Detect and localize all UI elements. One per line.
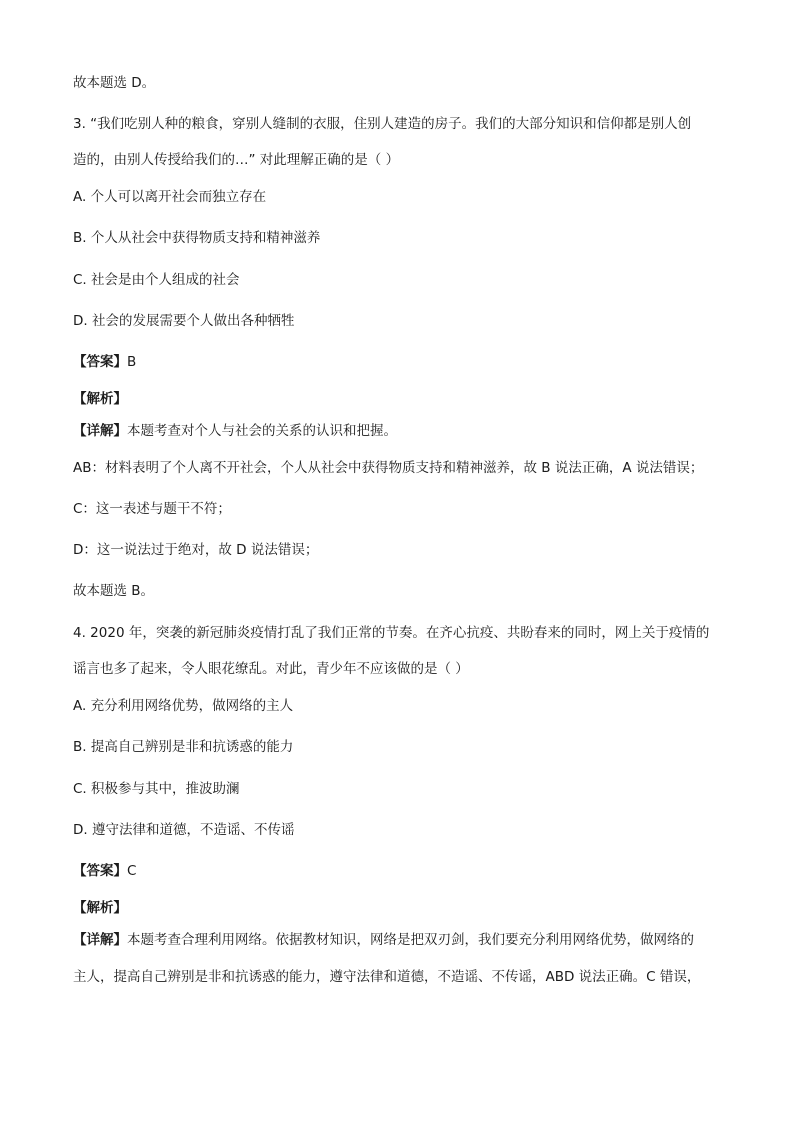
detail-tag: 【详解】 [73,423,127,439]
question-3-option-d: D. 社会的发展需要个人做出各种牺牲 [73,313,295,329]
question-3-option-b: B. 个人从社会中获得物质支持和精神滋养 [73,230,321,246]
question-4-option-a: A. 充分利用网络优势，做网络的主人 [73,698,294,714]
question-4-answer [73,862,136,880]
question-4-detail-line1 [73,931,694,949]
detail-tag: 【详解】 [73,932,127,948]
question-4-option-c: C. 积极参与其中，推波助澜 [73,781,240,797]
question-3-detail [73,422,397,440]
analysis-tag: 【解析】 [73,900,127,916]
question-4-option-b: B. 提高自己辨别是非和抗诱惑的能力 [73,739,294,755]
answer-value: B [127,354,137,370]
question-3-explain-ab: AB：材料表明了个人离不开社会，个人从社会中获得物质支持和精神滋养，故 B 说法正确，A 说法错误； [73,460,704,476]
detail-text: 本题考查对个人与社会的关系的认识和把握。 [127,423,397,439]
question-3-option-c: C. 社会是由个人组成的社会 [73,272,240,288]
question-3-analysis-heading [73,390,127,408]
answer-tag: 【答案】 [73,354,127,370]
question-4-stem-line2: 谣言也多了起来，令人眼花缭乱。对此，青少年不应该做的是（ ） [73,661,469,677]
question-4-analysis-heading [73,899,127,917]
question-3-stem-line2: 造的，由别人传授给我们的…” 对此理解正确的是（ ） [73,152,400,168]
question-3-explain-c: C：这一表述与题干不符； [73,501,231,517]
question-3-answer [73,353,136,371]
question-3-conclusion: 故本题选 B。 [73,583,155,599]
answer-value: C [127,863,137,879]
question-3-option-a: A. 个人可以离开社会而独立存在 [73,189,267,205]
analysis-tag: 【解析】 [73,391,127,407]
question-4-stem-line1: 4. 2020 年，突袭的新冠肺炎疫情打乱了我们正常的节奏。在齐心抗疫、共盼春来的同时，网上关于疫情的 [73,625,710,641]
question-3-stem-line1: 3. “我们吃别人种的粮食，穿别人缝制的衣服，住别人建造的房子。我们的大部分知识和信仰都是别人创 [73,116,692,132]
detail-text: 本题考查合理利用网络。依据教材知识，网络是把双刃剑，我们要充分利用网络优势，做网络的 [127,932,694,948]
question-4-option-d: D. 遵守法律和道德，不造谣、不传谣 [73,822,295,838]
question-4-detail-line2: 主人，提高自己辨别是非和抗诱惑的能力，遵守法律和道德，不造谣、不传谣，ABD 说法正确。C 错误， [73,969,701,985]
prev-answer-conclusion: 故本题选 D。 [73,75,156,91]
question-3-explain-d: D：这一说法过于绝对，故 D 说法错误； [73,542,319,558]
answer-tag: 【答案】 [73,863,127,879]
